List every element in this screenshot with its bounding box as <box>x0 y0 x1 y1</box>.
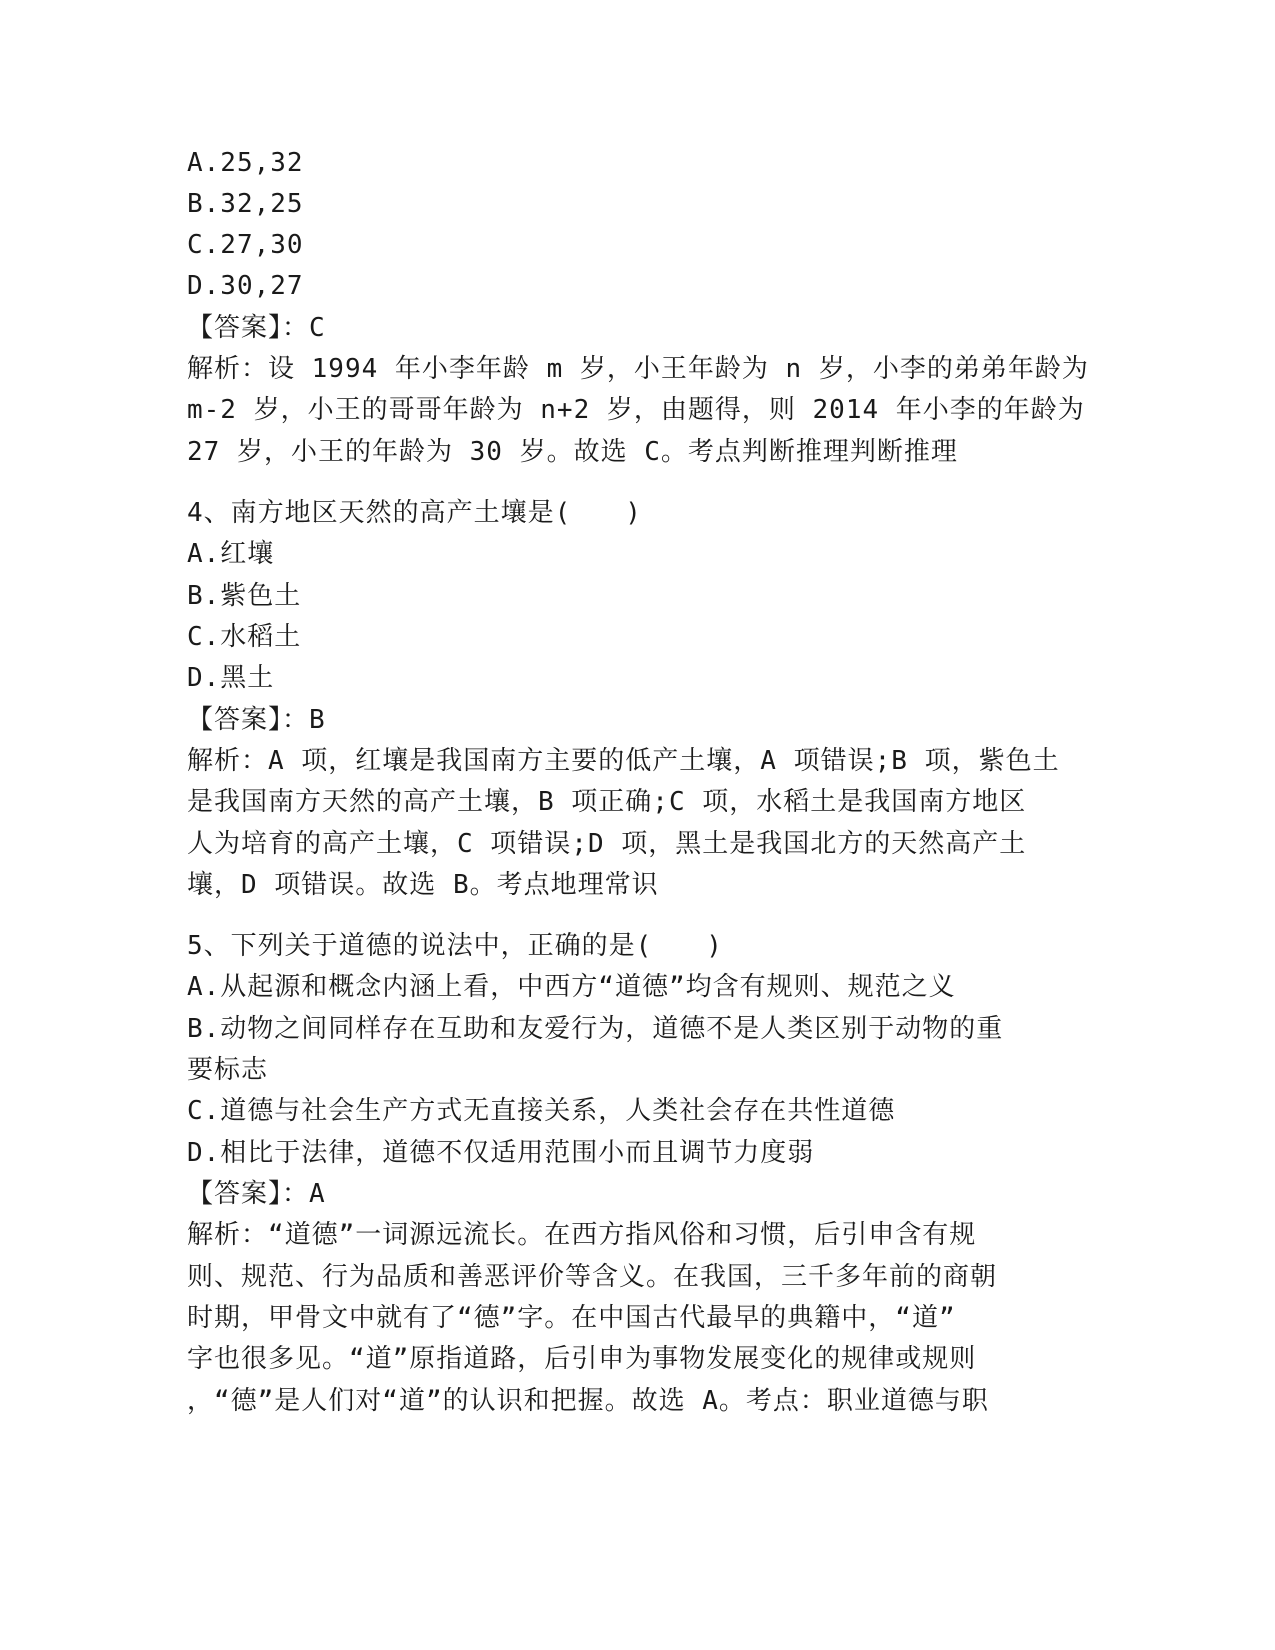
q3-option-d: D.30,27 <box>187 271 304 301</box>
q3-analysis-line: 27 岁，小王的年龄为 30 岁。故选 C。考点判断推理判断推理 <box>187 437 958 467</box>
q3-analysis-line: 解析：设 1994 年小李年龄 m 岁，小王年龄为 n 岁，小李的弟弟年龄为 <box>187 354 1089 384</box>
q5-option-b-cont: 要标志 <box>187 1055 269 1085</box>
q5-analysis-line: 字也很多见。“道”原指道路，后引申为事物发展变化的规律或规则 <box>187 1344 977 1374</box>
q5-option-b: B.动物之间同样存在互助和友爱行为，道德不是人类区别于动物的重 <box>187 1014 1004 1044</box>
q4-analysis-line: 解析：A 项，红壤是我国南方主要的低产土壤，A 项错误;B 项，紫色土 <box>187 746 1060 776</box>
q3-option-a: A.25,32 <box>187 148 304 178</box>
q5-option-d: D.相比于法律，道德不仅适用范围小而且调节力度弱 <box>187 1138 815 1168</box>
q4-option-c: C.水稻土 <box>187 622 302 652</box>
q5-answer: 【答案】：A <box>187 1179 326 1209</box>
q4-option-d: D.黑土 <box>187 663 275 693</box>
q5-analysis-line: 时期，甲骨文中就有了“德”字。在中国古代最早的典籍中，“道” <box>187 1303 956 1333</box>
q5-analysis-line: ，“德”是人们对“道”的认识和把握。故选 A。考点：职业道德与职 <box>187 1386 989 1416</box>
q4-analysis-line: 壤，D 项错误。故选 B。考点地理常识 <box>187 870 659 900</box>
q3-option-b: B.32,25 <box>187 189 304 219</box>
q3-option-c: C.27,30 <box>187 230 304 260</box>
q3-answer: 【答案】：C <box>187 313 326 343</box>
q4-analysis-line: 是我国南方天然的高产土壤，B 项正确;C 项，水稻土是我国南方地区 <box>187 787 1027 817</box>
q4-answer: 【答案】：B <box>187 705 326 735</box>
q4-stem: 4、南方地区天然的高产土壤是( ) <box>187 498 642 528</box>
q3-analysis-line: m-2 岁，小王的哥哥年龄为 n+2 岁，由题得，则 2014 年小李的年龄为 <box>187 395 1085 425</box>
q4-option-a: A.红壤 <box>187 539 275 569</box>
q5-option-a: A.从起源和概念内涵上看，中西方“道德”均含有规则、规范之义 <box>187 972 956 1002</box>
q5-option-c: C.道德与社会生产方式无直接关系，人类社会存在共性道德 <box>187 1096 896 1126</box>
q5-analysis-line: 解析：“道德”一词源远流长。在西方指风俗和习惯，后引申含有规 <box>187 1220 977 1250</box>
q4-option-b: B.紫色土 <box>187 581 302 611</box>
q4-analysis-line: 人为培育的高产土壤，C 项错误;D 项，黑土是我国北方的天然高产土 <box>187 829 1027 859</box>
q5-stem: 5、下列关于道德的说法中，正确的是( ) <box>187 931 723 961</box>
q5-analysis-line: 则、规范、行为品质和善恶评价等含义。在我国，三千多年前的商朝 <box>187 1262 998 1292</box>
